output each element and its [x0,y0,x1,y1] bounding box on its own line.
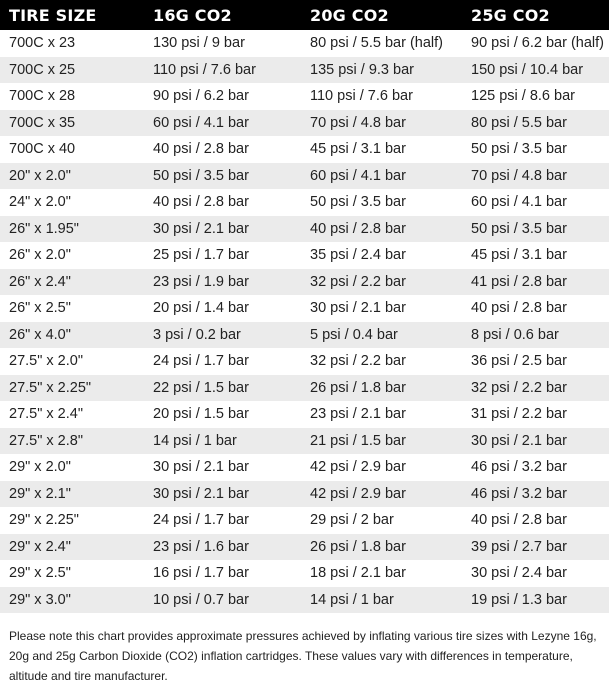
table-row [0,110,609,137]
tire-size-cell: 29" x 3.0" [9,591,71,608]
header-25g-co2: 25G CO2 [471,5,550,25]
pressure-16g-cell: 130 psi / 9 bar [153,35,245,52]
tire-size-cell: 29" x 2.5" [9,565,71,582]
table-row [0,57,609,84]
pressure-20g-cell: 18 psi / 2.1 bar [310,565,406,582]
pressure-16g-cell: 60 psi / 4.1 bar [153,114,249,131]
pressure-25g-cell: 70 psi / 4.8 bar [471,167,567,184]
pressure-25g-cell: 39 psi / 2.7 bar [471,538,567,555]
table-row [0,322,609,349]
pressure-16g-cell: 22 psi / 1.5 bar [153,379,249,396]
pressure-16g-cell: 23 psi / 1.9 bar [153,273,249,290]
table-row [0,30,609,57]
pressure-20g-cell: 42 psi / 2.9 bar [310,459,406,476]
tire-size-cell: 27.5" x 2.4" [9,406,83,423]
pressure-16g-cell: 16 psi / 1.7 bar [153,565,249,582]
pressure-20g-cell: 5 psi / 0.4 bar [310,326,398,343]
pressure-20g-cell: 29 psi / 2 bar [310,512,394,529]
table-row [0,534,609,561]
pressure-25g-cell: 45 psi / 3.1 bar [471,247,567,264]
table-row [0,136,609,163]
tire-size-cell: 26" x 2.5" [9,300,71,317]
pressure-20g-cell: 35 psi / 2.4 bar [310,247,406,264]
pressure-25g-cell: 40 psi / 2.8 bar [471,300,567,317]
pressure-20g-cell: 23 psi / 2.1 bar [310,406,406,423]
header-20g-co2: 20G CO2 [310,5,389,25]
pressure-16g-cell: 40 psi / 2.8 bar [153,141,249,158]
pressure-25g-cell: 41 psi / 2.8 bar [471,273,567,290]
table-body [0,30,609,613]
pressure-25g-cell: 80 psi / 5.5 bar [471,114,567,131]
pressure-20g-cell: 14 psi / 1 bar [310,591,394,608]
table-row [0,295,609,322]
pressure-16g-cell: 20 psi / 1.4 bar [153,300,249,317]
disclaimer-note: Please note this chart provides approximate pressures achieved by inflating various tire sizes with Lezyne 16g, 20g and 25g Carbon Dioxide (CO2) inflation cartridges. These values vary with differences in temperature, altitude and tire manufacturer. [9,629,597,683]
tire-size-cell: 24" x 2.0" [9,194,71,211]
pressure-16g-cell: 90 psi / 6.2 bar [153,88,249,105]
pressure-25g-cell: 40 psi / 2.8 bar [471,512,567,529]
table-row [0,481,609,508]
pressure-20g-cell: 45 psi / 3.1 bar [310,141,406,158]
tire-size-cell: 26" x 2.0" [9,247,71,264]
pressure-16g-cell: 30 psi / 2.1 bar [153,459,249,476]
pressure-20g-cell: 80 psi / 5.5 bar (half) [310,35,443,52]
pressure-20g-cell: 50 psi / 3.5 bar [310,194,406,211]
pressure-16g-cell: 30 psi / 2.1 bar [153,485,249,502]
pressure-16g-cell: 50 psi / 3.5 bar [153,167,249,184]
pressure-16g-cell: 3 psi / 0.2 bar [153,326,241,343]
tire-size-cell: 29" x 2.25" [9,512,79,529]
pressure-25g-cell: 50 psi / 3.5 bar [471,220,567,237]
table-row [0,242,609,269]
table-header [0,0,609,30]
pressure-16g-cell: 40 psi / 2.8 bar [153,194,249,211]
pressure-16g-cell: 20 psi / 1.5 bar [153,406,249,423]
tire-size-cell: 27.5" x 2.8" [9,432,83,449]
tire-size-cell: 700C x 28 [9,88,76,105]
pressure-20g-cell: 26 psi / 1.8 bar [310,538,406,555]
tire-size-cell: 700C x 40 [9,141,76,158]
pressure-20g-cell: 21 psi / 1.5 bar [310,432,406,449]
tire-size-cell: 29" x 2.4" [9,538,71,555]
pressure-25g-cell: 36 psi / 2.5 bar [471,353,567,370]
pressure-16g-cell: 24 psi / 1.7 bar [153,353,249,370]
pressure-25g-cell: 31 psi / 2.2 bar [471,406,567,423]
tire-size-cell: 700C x 25 [9,61,76,78]
pressure-20g-cell: 42 psi / 2.9 bar [310,485,406,502]
pressure-20g-cell: 32 psi / 2.2 bar [310,273,406,290]
tire-size-cell: 700C x 35 [9,114,76,131]
pressure-20g-cell: 40 psi / 2.8 bar [310,220,406,237]
table-row [0,163,609,190]
table-row [0,348,609,375]
pressure-25g-cell: 46 psi / 3.2 bar [471,485,567,502]
table-row [0,216,609,243]
pressure-25g-cell: 60 psi / 4.1 bar [471,194,567,211]
tire-size-cell: 26" x 1.95" [9,220,79,237]
header-tire-size: TIRE SIZE [9,5,97,25]
header-row [0,0,609,30]
pressure-20g-cell: 32 psi / 2.2 bar [310,353,406,370]
tire-size-cell: 26" x 2.4" [9,273,71,290]
pressure-16g-cell: 25 psi / 1.7 bar [153,247,249,264]
pressure-16g-cell: 14 psi / 1 bar [153,432,237,449]
pressure-16g-cell: 30 psi / 2.1 bar [153,220,249,237]
pressure-25g-cell: 90 psi / 6.2 bar (half) [471,35,604,52]
pressure-16g-cell: 23 psi / 1.6 bar [153,538,249,555]
pressure-25g-cell: 19 psi / 1.3 bar [471,591,567,608]
pressure-25g-cell: 150 psi / 10.4 bar [471,61,584,78]
tire-size-cell: 27.5" x 2.0" [9,353,83,370]
pressure-20g-cell: 70 psi / 4.8 bar [310,114,406,131]
pressure-20g-cell: 110 psi / 7.6 bar [310,88,413,105]
pressure-25g-cell: 32 psi / 2.2 bar [471,379,567,396]
table-row [0,375,609,402]
pressure-25g-cell: 50 psi / 3.5 bar [471,141,567,158]
table-row [0,454,609,481]
tire-size-cell: 700C x 23 [9,35,76,52]
tire-size-cell: 26" x 4.0" [9,326,71,343]
table-row [0,507,609,534]
table-row [0,560,609,587]
pressure-25g-cell: 30 psi / 2.4 bar [471,565,567,582]
table-row [0,83,609,110]
tire-size-cell: 27.5" x 2.25" [9,379,92,396]
table-row [0,587,609,614]
tire-size-cell: 29" x 2.1" [9,485,71,502]
table-row [0,189,609,216]
pressure-20g-cell: 26 psi / 1.8 bar [310,379,406,396]
pressure-25g-cell: 8 psi / 0.6 bar [471,326,559,343]
pressure-16g-cell: 24 psi / 1.7 bar [153,512,249,529]
pressure-25g-cell: 125 psi / 8.6 bar [471,88,575,105]
table-row [0,401,609,428]
pressure-25g-cell: 30 psi / 2.1 bar [471,432,567,449]
header-16g-co2: 16G CO2 [153,5,232,25]
pressure-20g-cell: 60 psi / 4.1 bar [310,167,406,184]
tire-size-cell: 20" x 2.0" [9,167,71,184]
pressure-20g-cell: 30 psi / 2.1 bar [310,300,406,317]
pressure-16g-cell: 110 psi / 7.6 bar [153,61,256,78]
table-row [0,269,609,296]
pressure-20g-cell: 135 psi / 9.3 bar [310,61,414,78]
table-row [0,428,609,455]
pressure-25g-cell: 46 psi / 3.2 bar [471,459,567,476]
tire-size-cell: 29" x 2.0" [9,459,71,476]
pressure-16g-cell: 10 psi / 0.7 bar [153,591,249,608]
